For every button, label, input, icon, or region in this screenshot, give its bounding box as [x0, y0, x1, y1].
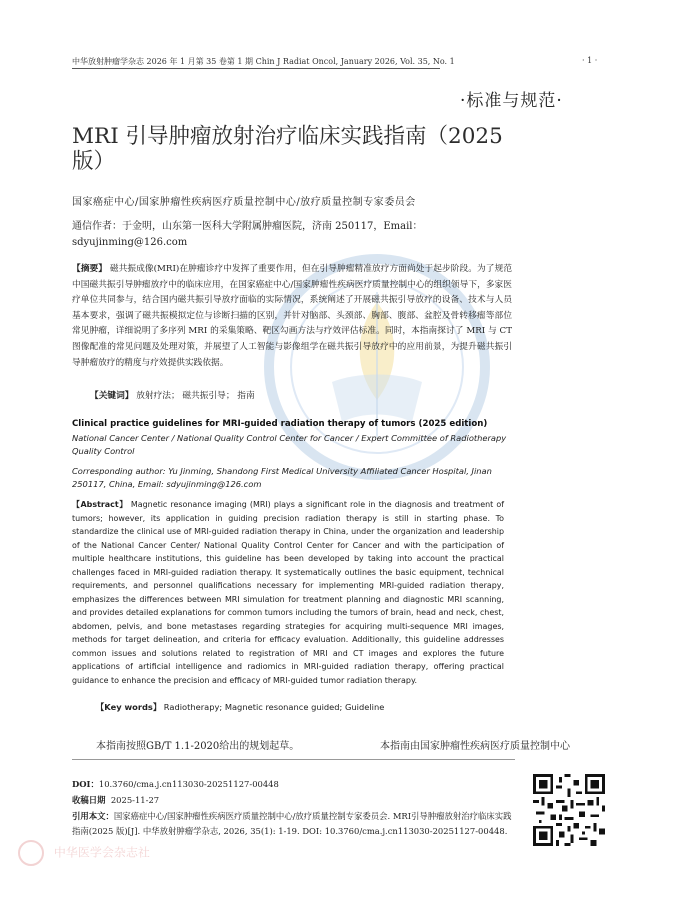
- abstract-en-text: Magnetic resonance imaging (MRI) plays a significant role in the diagnosis and treatment of tumors; however, its application in guiding precision radiation therapy is still in starting phase. To standardize the clinical use of MRI-guided radiation therapy in China, under the organization and leadership of the National Cancer Center/ National Quality Control Center for Cancer and with the participation of multiple healthcare institutions, this guideline has been developed by taking into account the practical challenges faced in MRI-guided radiation therapy. It systematically outlines the basic equipment, technical requirements, and personnel qualifications necessary for implementing MRI-guided radiation therapy, emphasizes the differences between MRI simulation for treatment planning and diagnostic MRI scanning, and provides detailed explanations for common tumors including the tumors of brain, head and neck, chest, abdomen, pelvis, and bone metastases regarding strategies for acquiring multi-sequence MRI images, methods for target delineation, and criteria for efficacy evaluation. Additionally, this guideline addresses common issues and solutions related to registration of MRI and CT images and explores the future applications of artificial intelligence and radiomics in MRI-guided radiation therapy, offering practical guidance to enhance the precision and efficacy of MRI-guided tumor radiation therapy.: [72, 500, 504, 685]
- keywords-cn-text: 放射疗法； 磁共振引导； 指南: [136, 391, 255, 401]
- publisher-logo-text: 中华医学会杂志社: [53, 845, 150, 860]
- keywords-en-label: 【Key words】: [96, 702, 162, 712]
- keywords-en: [96, 701, 384, 713]
- authors-cn: 国家癌症中心/国家肿瘤性疾病医疗质量控制中心/放疗质量控制专家委员会: [72, 197, 416, 208]
- corresponding-author-cn: 通信作者：于金明，山东第一医科大学附属肿瘤医院，济南 250117，Email：sdyujinming@126.com: [72, 221, 423, 248]
- received-value: 2025-11-27: [110, 795, 160, 805]
- section-label: ·标准与规范·: [460, 91, 563, 111]
- authors-en: National Cancer Center / National Quality Control Center for Cancer / Expert Committee of Radiotherapy Quality Control: [72, 433, 507, 456]
- abstract-cn-label: 【摘要】: [72, 264, 108, 274]
- abstract-en-label: 【Abstract】: [72, 500, 128, 509]
- article-title-en: Clinical practice guidelines for MRI-guided radiation therapy of tumors (2025 edition): [72, 419, 488, 429]
- corresponding-author-en: Corresponding author: Yu Jinming, Shandong First Medical University Affiliated Cancer Hospital, Jinan 250117, China, Email: sdyujinming@126.com: [72, 466, 492, 489]
- abstract-en: [72, 498, 504, 687]
- footnote-rule: [72, 759, 515, 760]
- header-rule: [72, 68, 440, 69]
- keywords-en-text: Radiotherapy; Magnetic resonance guided; Guideline: [163, 702, 385, 712]
- keywords-cn-label: 【关键词】: [90, 391, 134, 401]
- received-line: [72, 793, 520, 808]
- doi-value: 10.3760/cma.j.cn113030-20251127-00448: [98, 779, 279, 789]
- doi-line: [72, 777, 520, 792]
- responsible-organization-note: 本指南由国家肿瘤性疾病医疗质量控制中心: [380, 741, 570, 752]
- qr-code-icon: [533, 774, 605, 846]
- abstract-cn: [72, 262, 512, 371]
- citation-label: 引用本文：: [72, 811, 114, 821]
- keywords-cn: [90, 389, 255, 401]
- citation-text: 国家癌症中心/国家肿瘤性疾病医疗质量控制中心/放疗质量控制专家委员会. MRI引导肿瘤放射治疗临床实践指南(2025 版)[J]. 中华放射肿瘤学杂志, 2026, 35(1): 1-19. DOI: 10.3760/cma.j.cn113030-20251127-00448.: [72, 811, 512, 836]
- journal-header: 中华放射肿瘤学杂志 2026 年 1 月第 35 卷第 1 期 Chin J Radiat Oncol, January 2026, Vol. 35, No. 1: [72, 57, 455, 66]
- article-title-cn: MRI 引导肿瘤放射治疗临床实践指南（2025 版）: [72, 124, 503, 174]
- publisher-logo-icon: [18, 840, 150, 866]
- citation-block: [72, 809, 517, 839]
- drafting-standard-note: 本指南按照GB/T 1.1-2020给出的规划起草。: [96, 741, 300, 752]
- page-number: · 1 ·: [582, 56, 598, 65]
- doi-label: DOI：: [72, 779, 99, 789]
- received-label: 收稿日期: [72, 795, 106, 805]
- abstract-cn-text: 磁共振成像(MRI)在肿瘤诊疗中发挥了重要作用，但在引导肿瘤精准放疗方面尚处于起步阶段。为了规范中国磁共振引导肿瘤放疗中的临床应用，在国家癌症中心/国家肿瘤性疾病医疗质量控制中心的组织领导下，多家医疗单位共同参与，结合国内磁共振引导放疗面临的实际情况，系统阐述了开展磁共振引导放疗的设备、技术与人员基本要求，强调了磁共振模拟定位与诊断扫描的区别，并针对脑部、头颈部、胸部、腹部、盆腔及骨转移瘤等部位常见肿瘤，详细说明了多序列 MRI 的采集策略、靶区勾画方法与疗效评估标准。同时，本指南探讨了 MRI 与 CT 图像配准的常见问题及处理对策，并展望了人工智能与影像组学在磁共振引导放疗中的应用前景，为提升磁共振引导肿瘤放疗的精度与疗效提供实践依据。: [72, 264, 513, 368]
